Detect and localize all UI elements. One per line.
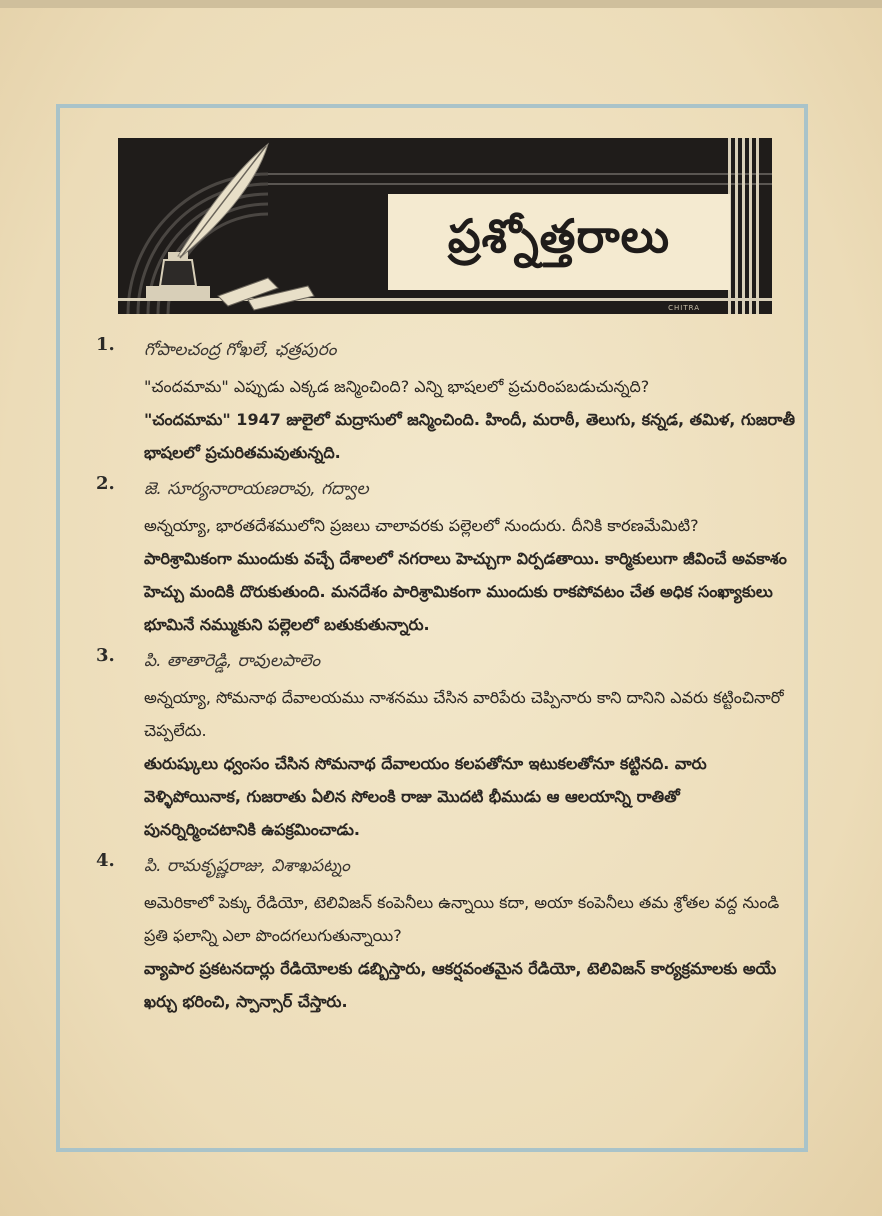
qa-item bbox=[96, 334, 796, 469]
quill-icon bbox=[178, 144, 268, 258]
title-box bbox=[388, 194, 730, 290]
answer-text: "చందమామ" 1947 జులైలో మద్రాసులో జన్మించింది. హిందీ, మరాఠీ, తెలుగు, కన్నడ, తమిళ, గుజరాతీ భాషలలో ప్రచురితమవుతున్నది. bbox=[144, 410, 796, 462]
qa-list bbox=[96, 334, 796, 1018]
qa-item bbox=[96, 850, 796, 1018]
answer-text: తురుష్కులు ధ్వంసం చేసిన సోమనాథ దేవాలయం కలపతోనూ ఇటుకలతోనూ కట్టినది. వారు వెళ్ళిపోయినాక, గుజరాతు ఏలిన సోలంకి రాజు మొదటి భీముడు ఆ ఆలయాన్ని రాతితో పునర్నిర్మించటానికి ఉపక్రమించాడు. bbox=[144, 754, 707, 839]
question-text: అన్నయ్యా, భారతదేశములోని ప్రజలు చాలావరకు పల్లెలలో నుందురు. దీనికి కారణమేమిటి? bbox=[144, 516, 699, 535]
item-number: 4. bbox=[96, 850, 115, 871]
item-number: 1. bbox=[96, 334, 115, 355]
answer-text: పారిశ్రామికంగా ముందుకు వచ్చే దేశాలలో నగరాలు హెచ్చుగా విర్పడతాయి. కార్మికులుగా జీవించే అవకాశం హెచ్చు మందికి దొరుకుతుంది. మనదేశం పారిశ్రామికంగా ముందుకు రాకపోవటం చేత అధిక సంఖ్యాకులు భూమినే నమ్ముకుని పల్లెలలో బతుకుతున్నారు. bbox=[144, 549, 787, 634]
question-text: "చందమామ" ఎప్పుడు ఎక్కడ జన్మించింది? ఎన్ని భాషలలో ప్రచురింపబడుచున్నది? bbox=[144, 377, 650, 396]
asker-name: గోపాలచంద్ర గోఖలే, ఛత్రపురం bbox=[144, 340, 337, 360]
qa-item bbox=[96, 645, 796, 846]
asker-name: జె. సూర్యనారాయణరావు, గద్వాల bbox=[144, 479, 369, 499]
answer-text: వ్యాపార ప్రకటనదార్లు రేడియోలకు డబ్బిస్తారు, ఆకర్షవంతమైన రేడియో, టెలివిజన్ కార్యక్రమాలకు అయే ఖర్చు భరించి, స్పాన్సార్ చేస్తారు. bbox=[144, 959, 777, 1011]
artist-signature: CHITRA bbox=[668, 304, 700, 312]
qa-item bbox=[96, 473, 796, 641]
page-top-edge bbox=[0, 0, 882, 8]
asker-name: పి. తాతారెడ్డి, రావులపాలెం bbox=[144, 651, 321, 671]
item-number: 3. bbox=[96, 645, 115, 666]
asker-name: పి. రామకృష్ణరాజు, విశాఖపట్నం bbox=[144, 856, 350, 876]
header-banner bbox=[118, 138, 772, 314]
item-number: 2. bbox=[96, 473, 115, 494]
question-text: అన్నయ్యా, సోమనాథ దేవాలయము నాశనము చేసిన వారిపేరు చెప్పినారు కాని దానిని ఎవరు కట్టించినారో చెప్పలేదు. bbox=[144, 688, 784, 740]
page-title: ప్రశ్నోత్తరాలు bbox=[447, 209, 671, 263]
question-text: అమెరికాలో పెక్కు రేడియో, టెలివిజన్ కంపెనీలు ఉన్నాయి కదా, అయా కంపెనీలు తమ శ్రోతల వద్ద నుండి ప్రతి ఫలాన్ని ఎలా పొందగలుగుతున్నాయి? bbox=[144, 893, 780, 945]
